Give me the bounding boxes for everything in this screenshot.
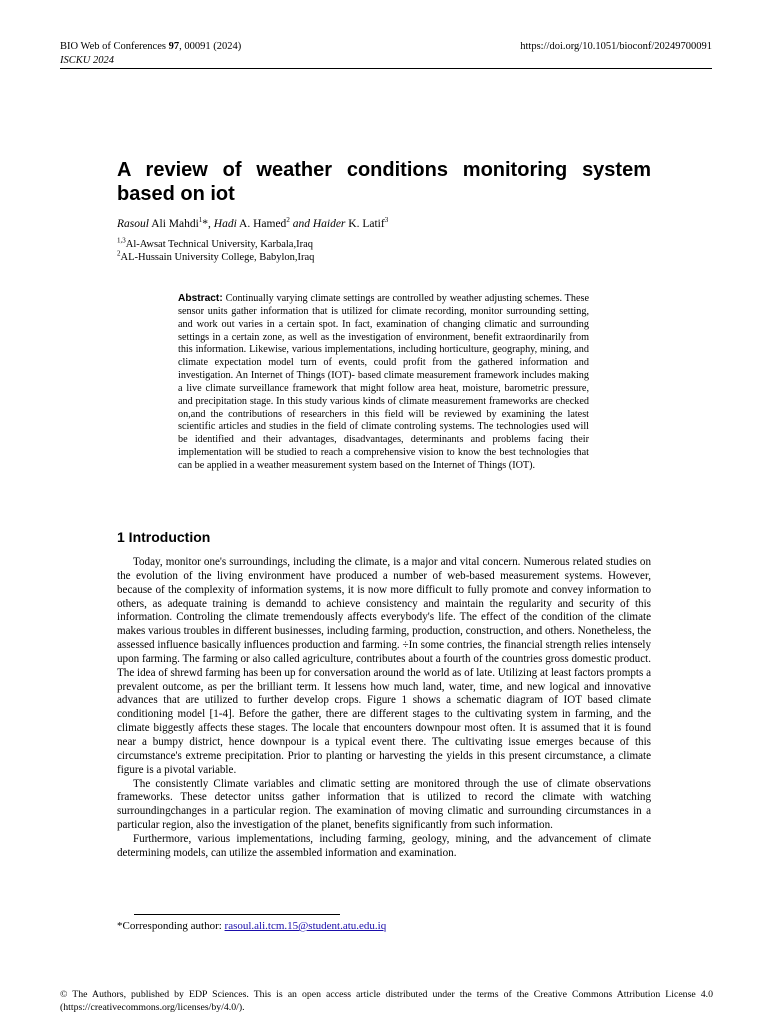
footnote-divider — [134, 914, 340, 915]
affiliation-1-text: Al-Awsat Technical University, Karbala,Iraq — [125, 239, 313, 250]
conference-name: ISCKU 2024 — [60, 55, 114, 66]
section-heading-introduction: 1 Introduction — [117, 529, 211, 545]
author-3-rest: K. Latif — [345, 218, 385, 230]
affiliation-1-marker: 1,3 — [117, 236, 126, 245]
paragraph-3: Furthermore, various implementations, including farming, geology, mining, and the advancement of climate determining models, can utilize the assembled information and examination. — [117, 832, 651, 859]
article-info: , 00091 (2024) — [179, 41, 242, 52]
author-email-link[interactable]: rasoul.ali.tcm.15@student.atu.edu.iq — [224, 920, 387, 932]
author-2-rest: A. Hamed — [236, 218, 287, 230]
affiliation-2-marker: 2 — [117, 249, 121, 257]
author-2-first-name: Hadi — [213, 218, 237, 230]
header-divider — [60, 68, 712, 69]
doi-link[interactable]: https://doi.org/10.1051/bioconf/20249700091 — [520, 41, 712, 52]
affiliation-1 — [117, 236, 314, 252]
abstract-label: Abstract: — [178, 293, 223, 304]
affiliations — [117, 236, 315, 264]
author-1-affil-marker: 1 — [198, 216, 203, 225]
affiliation-2-text: AL-Hussain University College, Babylon,Iraq — [120, 251, 315, 263]
author-1-rest: Ali Mahdi — [148, 218, 199, 230]
journal-volume: 97 — [168, 41, 180, 52]
author-list — [117, 217, 388, 232]
author-3-first-name: Haider — [312, 218, 346, 230]
journal-citation — [60, 40, 241, 54]
corresponding-author-footnote — [117, 919, 386, 933]
abstract-text: Continually varying climate settings are controlled by weather adjusting schemes. These sensor units gather information that is utilized for climate recording, monitor surrounding setting, and work out varies in a certain spot. In fact, examination of changing climatic and surrounding settings in a certain zone, as well as the investigation of environment, benefit extraordinarily from this information. Likewise, various implementations, including horticulture, geography, mining, and climate expectation model turn of events, could profit from the gathered information and investigation. An Internet of Things (IOT)- based climate measurement framework includes making a live climate surveillance framework that might follow area heat, moisture, barometric pressure, and precipitation stage. In this study various kinds of climate measurement frameworks are checked on,and the contributions of researchers in this field will be reviewed by examining the latest scientific articles and studies in the field of climate controling systems. The technologies used will be identified and their advantages, disadvantages, determinants and problems facing their implementation will be studied to reach a comprehensive vision to know the best technologies that can be applied in a weather measurement system based on the Internet of Things (IOT). — [178, 293, 589, 471]
paragraph-1: Today, monitor one's surroundings, including the climate, is a major and vital concern. Numerous related studies on the evolution of the living environment have produced a number of web-based measurement systems. However, because of the complexity of information systems, it is now more difficult to fully promote and convey information to others, as adequate training is demandd to achieve consistency and maintain the regularity and security of this information. Controling the climate tremendously affects everybody's life. The effect of the condition of the climate makes various troubles in different businesses, including farming, production, construction, and others. Nonetheless, the assessed influence basically influences production and farming. ÷In some contries, the financial strength relies intensely upon farming. The farming or also called agriculture, contributes about a fourth of the countries gross domestic product. The idea of shrewd farming has been up for conversation around the world as of late. Utilizing at least factors prompts a prevalent outcome, as per the brilliant term. It lessens how much land, water, time, and new logical and innovative advances that are utilized to further develop crops. Figure 1 shows a schematic diagram of IOT based climate conditioning model [1-4]. Before the gather, there are different stages to the cultivating system in farming, and the climate biggestly affects these stages. The locale that encounters downpour most often. It is assumed that it is found near a bumpy district, hence downpour is a typical event there. The cultivating issue emerges because of this circumstance's extreme precipitation. Prior to planting or harvesting the yields in this present circumstance, a climate figure is a pivotal variable. — [117, 556, 651, 776]
corresponding-mark: *, — [202, 218, 214, 230]
running-header-left — [60, 40, 241, 68]
abstract — [178, 293, 589, 473]
author-and: and — [289, 218, 313, 230]
author-2-affil-marker: 2 — [286, 216, 290, 225]
paper-title: A review of weather conditions monitoring system based on iot — [117, 159, 651, 205]
author-3-affil-marker: 3 — [384, 216, 389, 225]
affiliation-2 — [117, 249, 315, 265]
footnote-label: *Corresponding author: — [117, 920, 225, 932]
journal-prefix: BIO Web of Conferences — [60, 41, 169, 52]
introduction-body — [117, 556, 651, 861]
license-notice: © The Authors, published by EDP Sciences. This is an open access article distributed under the terms of the Creative Commons Attribution License 4.0 (https://creativecommons.org/licenses/by/4.0/). — [60, 989, 713, 1013]
paragraph-2: The consistently Climate variables and climatic setting are monitored through the use of climate observations frameworks. These detector unitss gather information that is utilized to record the climate with watching surroundingchanges in a particular region. The examination of moving climatic and surrounding circumstances in a particular region, also the investigation of the planet, benefits significantly from such information. — [117, 777, 651, 832]
author-1-first-name: Rasoul — [117, 218, 149, 230]
